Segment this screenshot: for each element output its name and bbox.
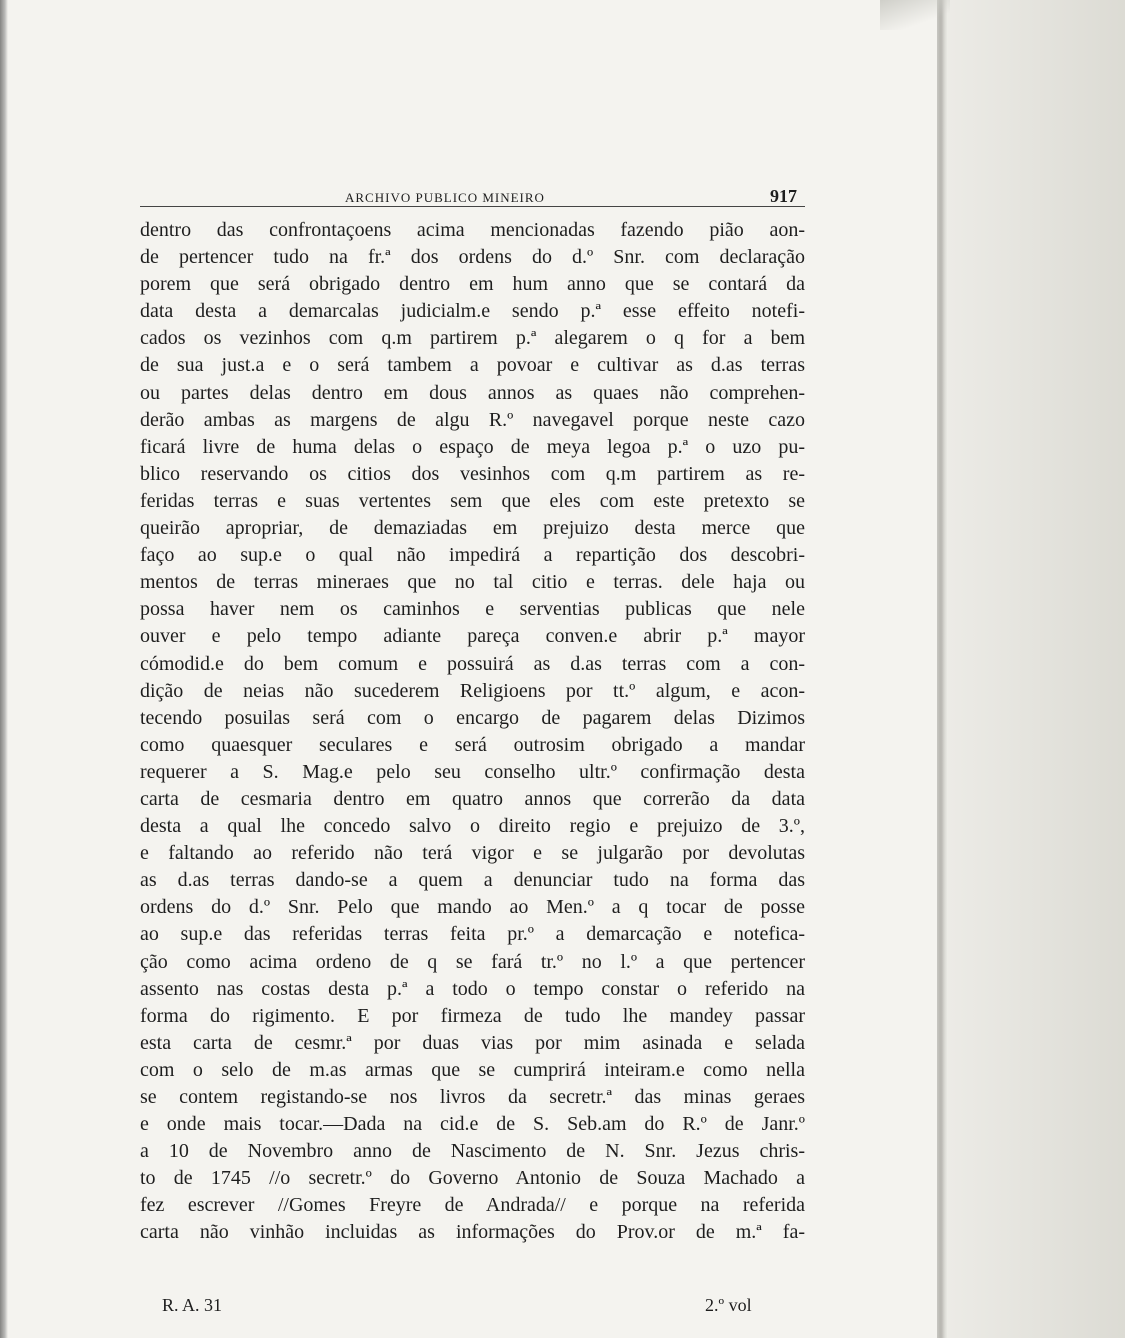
scan-left-edge [0, 0, 8, 1338]
text-line: ao sup.e das referidas terras feita pr.º a demarcação e notefica- [140, 923, 805, 946]
running-head: ARCHIVO PUBLICO MINEIRO [345, 190, 545, 205]
text-line: derão ambas as margens de algu R.º navegavel porque neste cazo [140, 408, 805, 431]
text-line: de pertencer tudo na fr.ª dos ordens do d.º Snr. com declaração [140, 246, 805, 269]
text-line: dição de neias não sucederem Religioens por tt.º algum, e acon- [140, 679, 805, 702]
text-line: ou partes delas dentro em dous annos as quaes não comprehen- [140, 381, 805, 404]
document-body [140, 217, 805, 1247]
text-line: ção como acima ordeno de q se fará tr.º no l.º a que pertencer [140, 950, 805, 973]
text-line: to de 1745 //o secretr.º do Governo Antonio de Souza Machado a [140, 1167, 805, 1190]
text-line: porem que será obrigado dentro em hum anno que se contará da [140, 273, 805, 296]
text-line: data desta a demarcalas judicialm.e sendo p.ª esse effeito notefi- [140, 300, 805, 323]
text-line: dentro das confrontaçoens acima mencionadas fazendo pião aon- [140, 219, 805, 241]
text-line: mentos de terras mineraes que no tal citio e terras. dele haja ou [140, 571, 805, 594]
text-line: fez escrever //Gomes Freyre de Andrada// e porque na referida [140, 1194, 805, 1217]
text-line: as d.as terras dando-se a quem a denunciar tudo na forma das [140, 869, 805, 892]
text-line: a 10 de Novembro anno de Nascimento de N. Snr. Jezus chris- [140, 1140, 805, 1163]
text-line: esta carta de cesmr.ª por duas vias por mim asinada e selada [140, 1031, 805, 1054]
text-line: e faltando ao referido não terá vigor e se julgarão por devolutas [140, 842, 805, 865]
page-fold [880, 0, 950, 30]
volume-mark: 2.º vol [705, 1295, 752, 1315]
text-line: tecendo posuilas será com o encargo de pagarem delas Dizimos [140, 706, 805, 729]
text-line: e onde mais tocar.—Dada na cid.e de S. Seb.am do R.º de Janr.º [140, 1113, 805, 1136]
text-line: queirão apropriar, de demaziadas em prejuizo desta merce que [140, 517, 805, 540]
text-line: de sua just.a e o será tambem a povoar e cultivar as d.as terras [140, 354, 805, 377]
document-page [140, 178, 805, 1315]
text-line: ficará livre de huma delas o espaço de meya legoa p.ª o uzo pu- [140, 435, 805, 458]
text-line: como quaesquer seculares e será outrosim obrigado a mandar [140, 733, 805, 756]
scan-right-margin [940, 0, 1125, 1338]
text-line: assento nas costas desta p.ª a todo o tempo constar o referido na [140, 977, 805, 1000]
page-number: 917 [770, 186, 797, 206]
text-line: cados os vezinhos com q.m partirem p.ª alegarem o q for a bem [140, 327, 805, 350]
text-line: requerer a S. Mag.e pelo seu conselho ultr.º confirmação desta [140, 760, 805, 783]
page-footer [140, 1295, 805, 1319]
text-line: se contem registando-se nos livros da secretr.ª das minas geraes [140, 1086, 805, 1108]
text-line: forma do rigimento. E por firmeza de tudo lhe mandey passar [140, 1004, 805, 1027]
text-line: desta a qual lhe concedo salvo o direito regio e prejuizo de 3.º, [140, 815, 805, 838]
page-header [140, 178, 805, 207]
text-line: carta de cesmaria dentro em quatro annos que correrão da data [140, 787, 805, 810]
text-line: carta não vinhão incluidas as informações do Prov.or de m.ª fa- [140, 1221, 805, 1244]
text-line: blico reservando os citios dos vesinhos com q.m partirem as re- [140, 462, 805, 485]
text-line: feridas terras e suas vertentes sem que eles com este pretexto se [140, 489, 805, 512]
signature-mark: R. A. 31 [162, 1295, 223, 1315]
text-line: faço ao sup.e o qual não impedirá a repartição dos descobri- [140, 544, 805, 567]
text-line: cómodid.e do bem comum e possuirá as d.as terras com a con- [140, 652, 805, 675]
text-line: com o selo de m.as armas que se cumprirá inteiram.e como nella [140, 1058, 805, 1081]
text-line: ordens do d.º Snr. Pelo que mando ao Men.º a q tocar de posse [140, 896, 805, 919]
text-line: possa haver nem os caminhos e serventias publicas que nele [140, 598, 805, 621]
text-line: ouver e pelo tempo adiante pareça conven.e abrir p.ª mayor [140, 625, 805, 648]
